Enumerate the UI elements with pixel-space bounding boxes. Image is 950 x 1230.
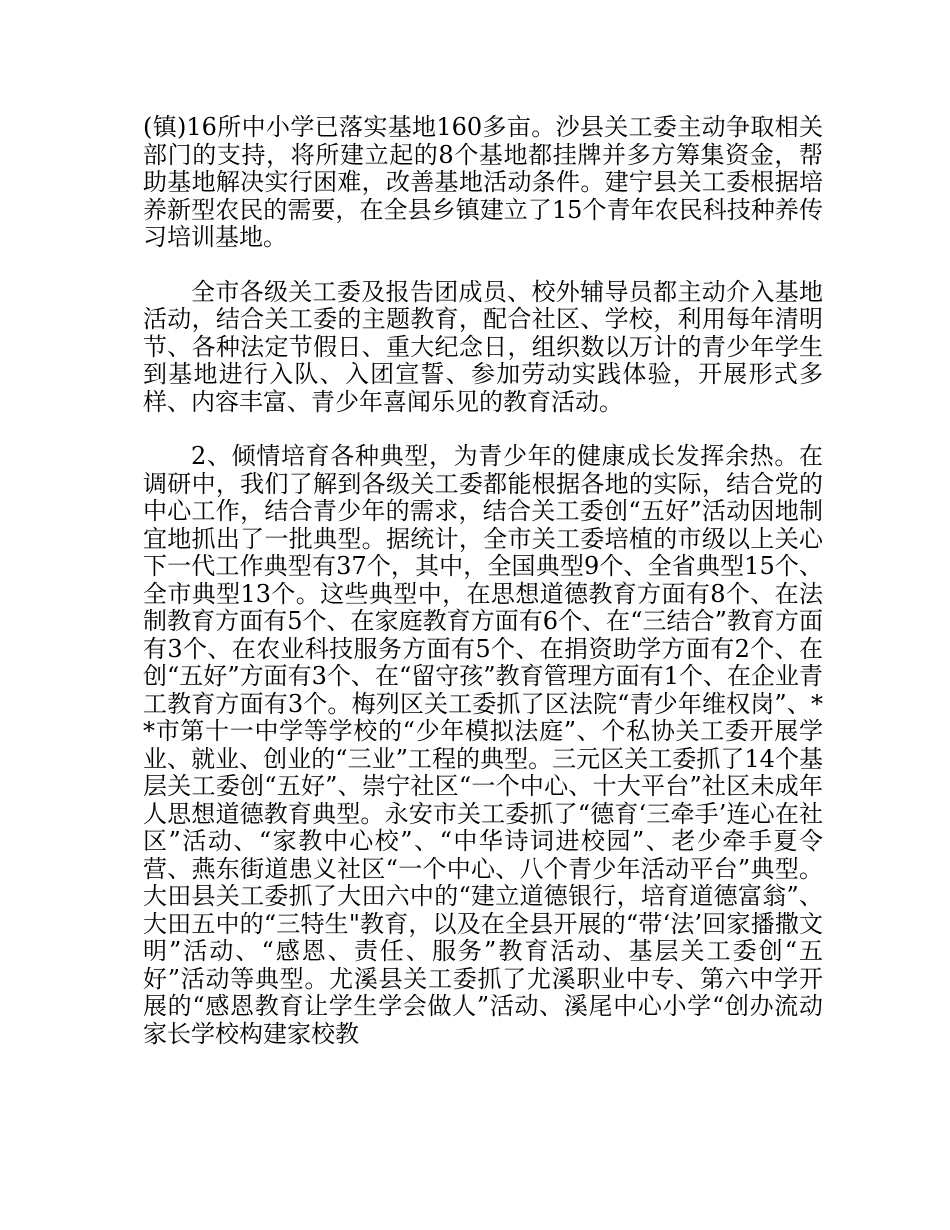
paragraph-models: 2、倾情培育各种典型，为青少年的健康成长发挥余热。在调研中，我们了解到各级关工委都能根据各地的实际，结合党的中心工作，结合青少年的需求，结合关工委创“五好”活动因地制宜地抓出了一批典型。据统计，全市关工委培植的市级以上关心下一代工作典型有37个，其中，全国典型9个、全省典型15个、全市典型13个。这些典型中，在思想道德教育方面有8个、在法制教育方面有5个、在家庭教育方面有6个、在“三结合”教育方面有3个、在农业科技服务方面有5个、在捐资助学方面有2个、在创“五好”方面有3个、在“留守孩”教育管理方面有1个、在企业青工教育方面有3个。梅列区关工委抓了区法院“青少年维权岗”、**市第十一中学等学校的“少年模拟法庭”、个私协关工委开展学业、就业、创业的“三业”工程的典型。三元区关工委抓了14个基层关工委创“五好”、崇宁社区“一个中心、十大平台”社区未成年人思想道德教育典型。永安市关工委抓了“德育‘三牵手’连心在社区”活动、“家教中心校”、“中华诗词进校园”、老少牵手夏令营、燕东街道患义社区“一个中心、八个青少年活动平台”典型。大田县关工委抓了大田六中的“建立道德银行，培育道德富翁”、大田五中的“三特生"教育，以及在全县开展的“带‘法’回家播撒文明”活动、“感恩、责任、服务”教育活动、基层关工委创“五好”活动等典型。尤溪县关工委抓了尤溪职业中专、第六中学开展的“感恩教育让学生学会做人”活动、溪尾中心小学“创办流动家长学校构建家校教	[143, 442, 823, 1048]
document-body	[143, 114, 823, 1075]
paragraph-bases: (镇)16所中小学已落实基地160多亩。沙县关工委主动争取相关部门的支持，将所建立起的8个基地都挂牌并多方筹集资金，帮助基地解决实行困难，改善基地活动条件。建宁县关工委根据培养新型农民的需要，在全县乡镇建立了15个青年农民科技种养传习培训基地。	[143, 113, 823, 251]
paragraph-activities: 全市各级关工委及报告团成员、校外辅导员都主动介入基地活动，结合关工委的主题教育，配合社区、学校，利用每年清明节、各种法定节假日、重大纪念日，组织数以万计的青少年学生到基地进行入队、入团宣誓、参加劳动实践体验，开展形式多样、内容丰富、青少年喜闻乐见的教育活动。	[143, 277, 823, 416]
